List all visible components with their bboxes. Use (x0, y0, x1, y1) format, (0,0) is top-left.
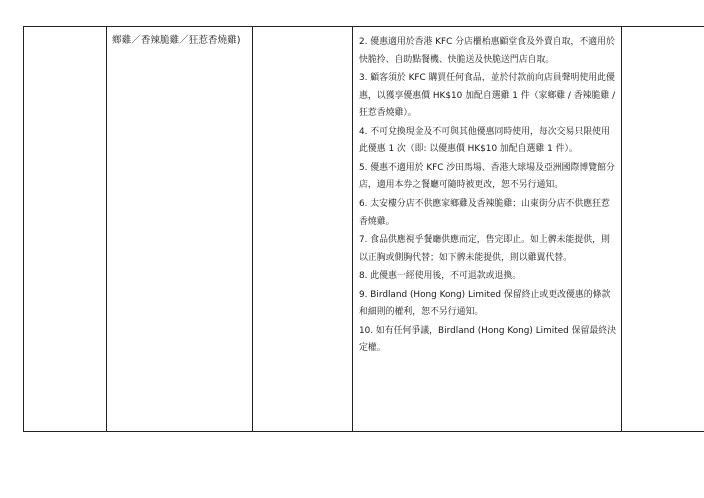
term-5: 5. 優惠不適用於 KFC 沙田馬場、香港大球場及亞洲國際博覽館分店，適用本券之餐廳可隨時被更改，恕不另行通知。 (359, 162, 615, 191)
term-9: 9. Birdland (Hong Kong) Limited 保留終止或更改優惠的條款和細則的權利，恕不另行通知。 (359, 289, 611, 318)
table-row (24, 27, 704, 432)
term-4: 4. 不可兌換現金及不可與其他優惠同時使用，每次交易只限使用此優惠 1 次（即: 以優惠價 HK$10 加配自選雞 1 件）。 (359, 126, 610, 155)
term-3: 3. 顧客須於 KFC 購買任何食品，並於付款前向店員聲明使用此優惠，以獲享優惠價 HK$10 加配自選雞 1 件（家鄉雞 / 香辣脆雞 / 狂惹香燒雞）。 (359, 73, 616, 119)
empty-cell-first (24, 27, 107, 432)
term-10: 10. 如有任何爭議，Birdland (Hong Kong) Limited 保留最終決定權。 (359, 325, 617, 354)
term-7: 7. 食品供應視乎餐廳供應而定，售完即止。如上髀未能提供，則以正胸或側胸代替；如下髀未能提供，則以雞翼代替。 (359, 234, 610, 263)
term-2: 2. 優惠適用於香港 KFC 分店櫃枱惠顧堂食及外賣自取，不適用於快脆拎、自助點餐機、快脆送及快脆送門店自取。 (359, 37, 615, 65)
chicken-flavor-cell: 鄉雞／香辣脆雞／狂惹香燒雞) (107, 27, 253, 432)
empty-cell-middle (253, 27, 353, 432)
term-6: 6. 太安樓分店不供應家鄉雞及香辣脆雞；山東街分店不供應狂惹香燒雞。 (359, 198, 610, 227)
terms-conditions-cell (353, 27, 622, 432)
empty-cell-last (622, 27, 704, 432)
term-8: 8. 此優惠一經使用後，不可退款或退換。 (359, 271, 522, 282)
offer-terms-table (23, 26, 704, 432)
